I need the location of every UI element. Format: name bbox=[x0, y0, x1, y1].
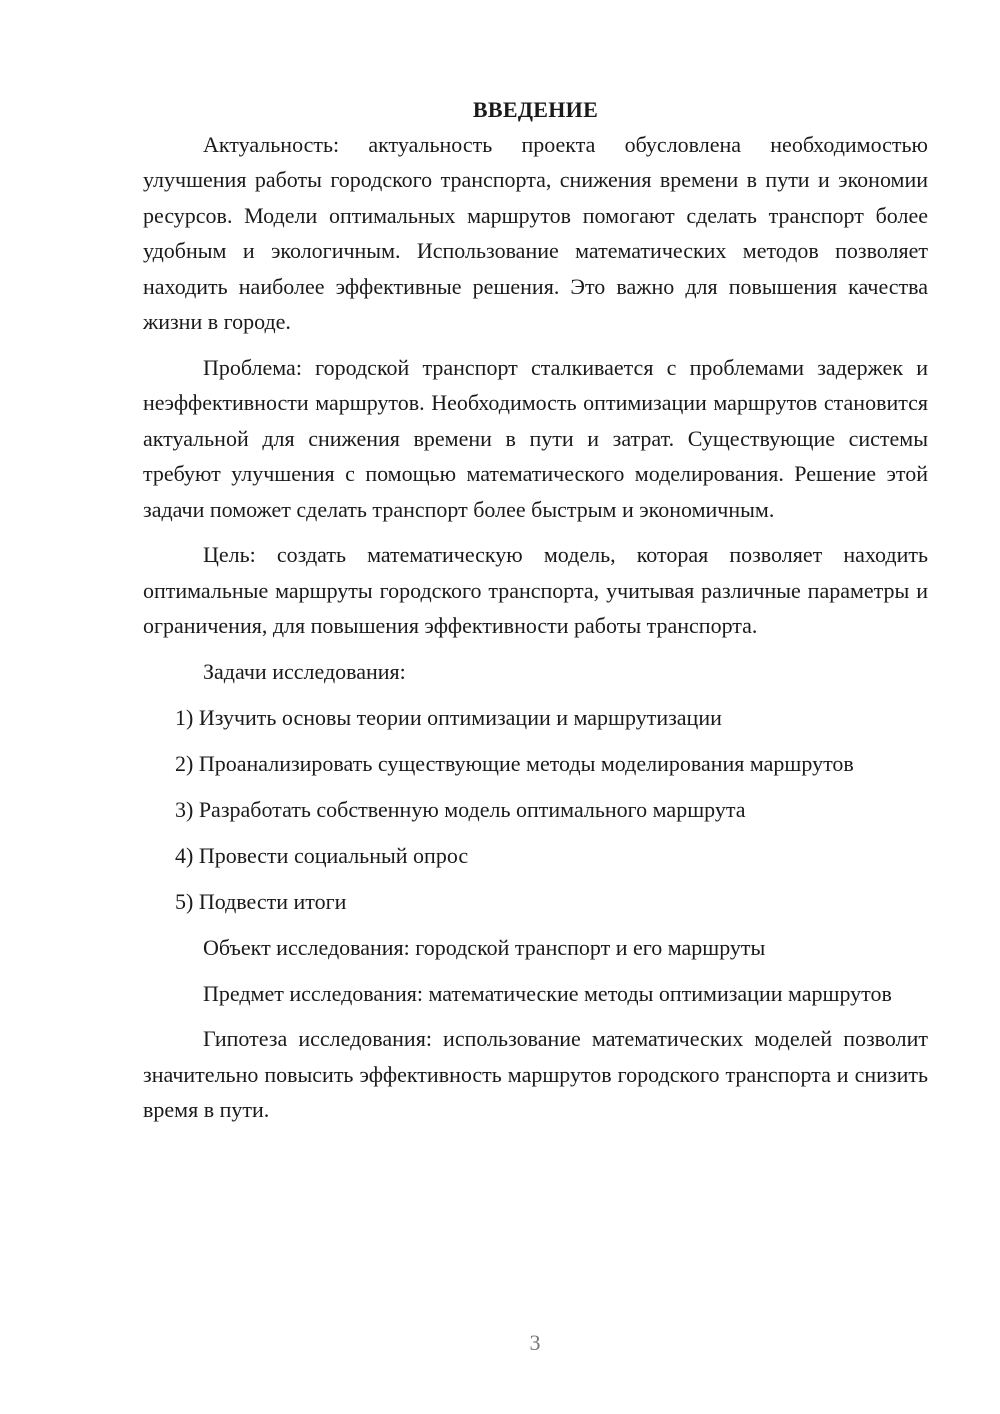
goal-paragraph: Цель: создать математическую модель, которая позволяет находить оптимальные маршруты городского транспорта, учитывая различные параметры и ограничения, для повышения эффективности работы транспорта. bbox=[143, 542, 928, 639]
task-item: 2) Проанализировать существующие методы моделирования маршрутов bbox=[175, 751, 854, 776]
subject-paragraph: Предмет исследования: математические методы оптимизации маршрутов bbox=[203, 980, 892, 1006]
task-item: 1) Изучить основы теории оптимизации и маршрутизации bbox=[175, 705, 722, 731]
task-item: 5) Подвести итоги bbox=[175, 888, 347, 914]
task-item: 3) Разработать собственную модель оптимального маршрута bbox=[175, 796, 746, 822]
task-item: 4) Провести социальный опрос bbox=[175, 842, 469, 868]
tasks-heading: Задачи исследования: bbox=[203, 659, 406, 685]
relevance-paragraph: Актуальность: актуальность проекта обусловлена необходимостью улучшения работы городского транспорта, снижения времени в пути и экономии ресурсов. Модели оптимальных маршрутов помогают сделать транспорт более удобным и экологичным. Использование математических методов позволяет находить наиболее эффективные решения. Это важно для повышения качества жизни в городе. bbox=[143, 132, 928, 335]
hypothesis-paragraph: Гипотеза исследования: использование математических моделей позволит значительно повысить эффективность маршрутов городского транспорта и снизить время в пути. bbox=[143, 1026, 928, 1123]
object-paragraph: Объект исследования: городской транспорт и его маршруты bbox=[203, 934, 766, 960]
problem-paragraph: Проблема: городской транспорт сталкивается с проблемами задержек и неэффективности маршрутов. Необходимость оптимизации маршрутов становится актуальной для снижения времени в пути и затрат. Существующие системы требуют улучшения с помощью математического моделирования. Решение этой задачи поможет сделать транспорт более быстрым и экономичным. bbox=[143, 354, 928, 522]
page-title: ВВЕДЕНИЕ bbox=[472, 97, 599, 122]
document-page bbox=[143, 92, 928, 1138]
page-number: 3 bbox=[529, 1330, 541, 1355]
